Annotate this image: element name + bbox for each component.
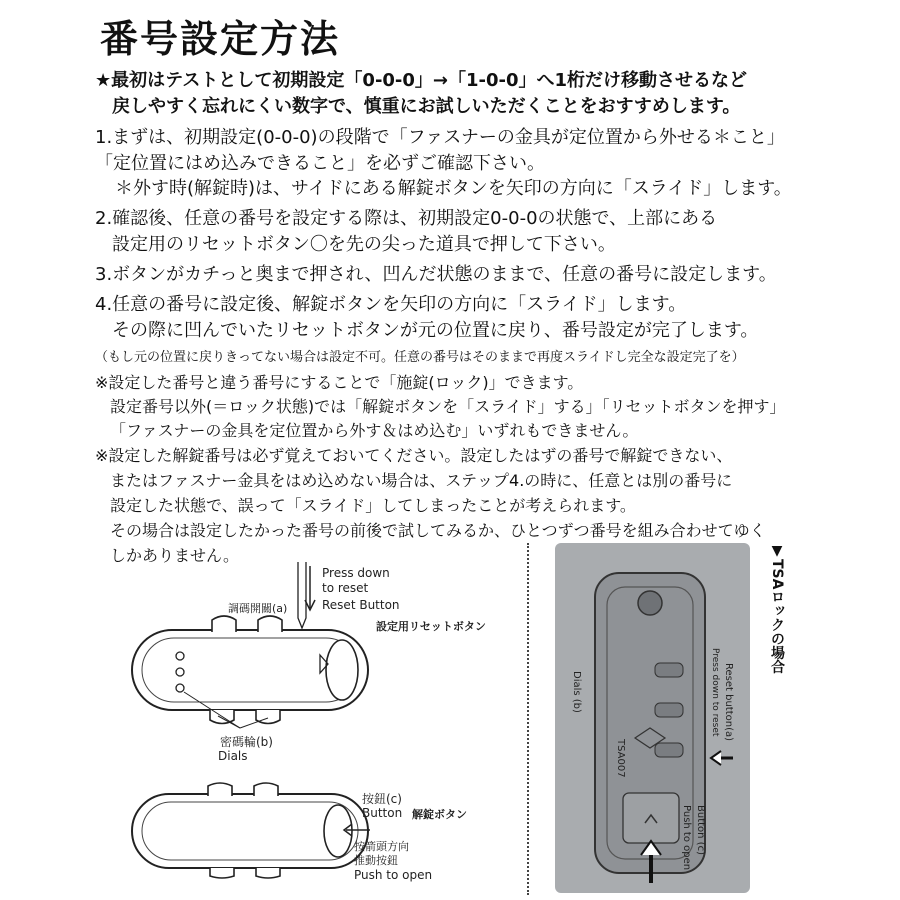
step-line: 「定位置にはめ込みできること」を必ずご確認下さい。	[95, 153, 545, 174]
dials-label: Dials	[218, 749, 248, 763]
press-down-label: Press down	[322, 566, 390, 580]
step-line: 4.任意の番号に設定後、解錠ボタンを矢印の方向に「スライド」します。	[95, 294, 687, 315]
button-cn-label: 按鈕(c)	[362, 792, 402, 806]
photo-press-label: Press down to reset	[710, 648, 720, 737]
note-line: しかありません。	[110, 546, 239, 565]
arrow-cn-label: 推動按鈕	[354, 854, 398, 867]
step-line: 2.確認後、任意の番号を設定する際は、初期設定0-0-0の状態で、上部にある	[95, 208, 718, 229]
reset-jp-label: 設定用リセットボタン	[376, 620, 486, 633]
button-jp-label: 解錠ボタン	[412, 808, 467, 821]
note-line: その場合は設定したかった番号の前後で試してみるか、ひとつずつ番号を組み合わせてゆく	[110, 521, 766, 540]
dotted-divider	[527, 543, 529, 895]
button-label: Button	[362, 806, 403, 820]
intro-line: ★最初はテストとして初期設定「0-0-0」→「1-0-0」へ1桁だけ移動させるなど	[95, 70, 748, 91]
photo-button-label: Button (c)	[695, 805, 706, 855]
intro-line: 戻しやすく忘れにくい数字で、慎重にお試しいただくことをおすすめします。	[112, 96, 741, 117]
small-note: （もし元の位置に戻りきってない場合は設定不可。任意の番号はそのままで再度スライドし完全な設定完了を）	[95, 350, 745, 365]
note-line: またはファスナー金具をはめ込めない場合は、ステップ4.の時に、任意とは別の番号に	[110, 471, 733, 490]
step-line: 1.まずは、初期設定(0-0-0)の段階で「ファスナーの金具が定位置から外せる＊こと」	[95, 127, 785, 148]
note-line: ※設定した番号と違う番号にすることで「施錠(ロック)」できます。	[95, 373, 584, 392]
note-line: ※設定した解錠番号は必ず覚えておいてください。設定したはずの番号で解錠できない、	[95, 446, 733, 465]
tsa-lock-illustration	[555, 543, 750, 893]
step-line: 3.ボタンがカチっと奥まで押され、凹んだ状態のままで、任意の番号に設定します。	[95, 264, 777, 285]
photo-reset-label: Reset button(a)	[723, 663, 734, 742]
step-line: ＊外す時(解錠時)は、サイドにある解錠ボタンを矢印の方向に「スライド」します。	[115, 178, 792, 199]
note-line: 「ファスナーの金具を定位置から外す＆はめ込む」いずれもできません。	[110, 421, 639, 440]
step-line: 設定用のリセットボタン〇を先の尖った道具で押して下さい。	[112, 234, 616, 255]
to-reset-label: to reset	[322, 581, 369, 595]
dials-cn-label: 密碼輪(b)	[220, 735, 273, 749]
note-line: 設定した状態で、誤って「スライド」してしまったことが考えられます。	[110, 496, 636, 515]
reset-cn-label: 調碼開關(a)	[228, 602, 288, 615]
arrow-cn-label: 按箭頭方向	[354, 840, 409, 853]
photo-model-label: TSA007	[615, 739, 626, 778]
reset-button-label: Reset Button	[322, 598, 400, 612]
page-title: 番号設定方法	[100, 17, 341, 61]
step-line: その際に凹んでいたリセットボタンが元の位置に戻り、番号設定が完了します。	[112, 320, 759, 341]
push-to-open-label: Push to open	[354, 868, 433, 882]
tsa-lock-photo	[555, 543, 750, 893]
photo-dials-label: Dials (b)	[571, 671, 582, 713]
photo-push-label: Push to open	[681, 805, 692, 871]
lock-diagram-bottom	[120, 780, 380, 880]
note-line: 設定番号以外(＝ロック状態)では「解錠ボタンを「スライド」する」「リセットボタンを押す」	[110, 397, 786, 416]
tsa-case-label: ▼TSAロックの場合	[769, 543, 785, 674]
